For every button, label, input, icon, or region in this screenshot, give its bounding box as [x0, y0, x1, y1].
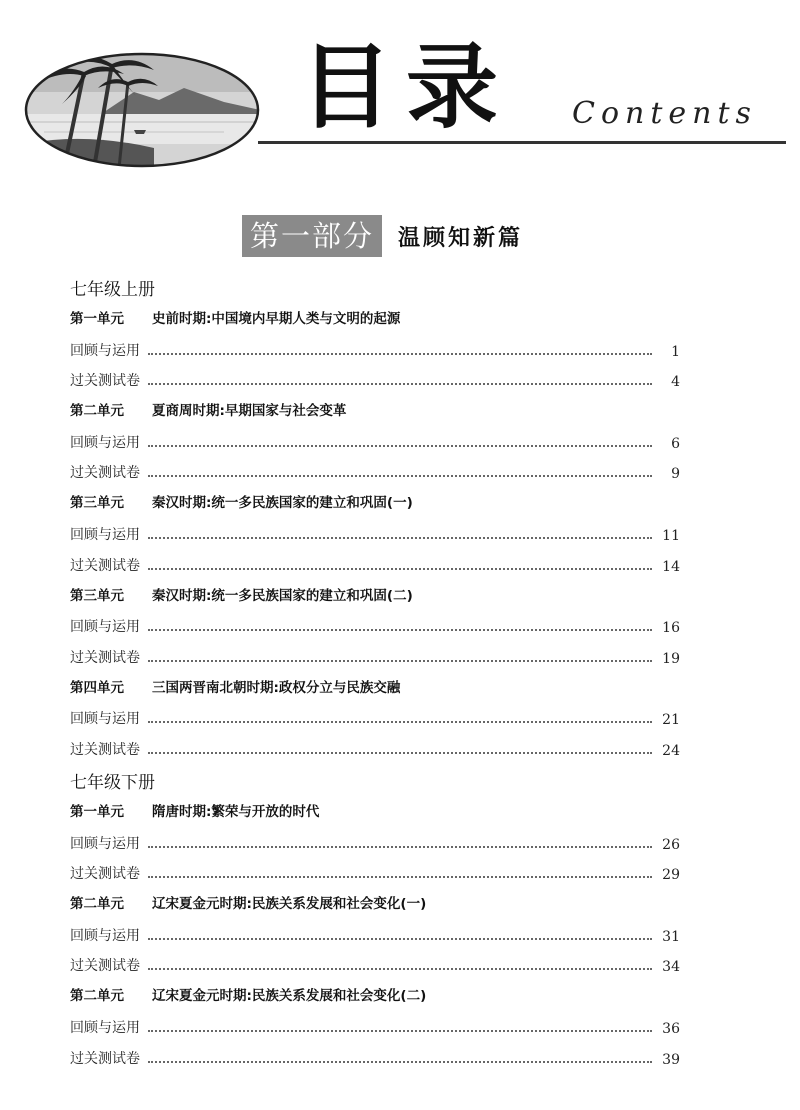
unit-heading	[70, 889, 680, 920]
toc-page-number: 39	[662, 1051, 680, 1068]
unit-heading	[70, 488, 680, 519]
unit-title: 隋唐时期:繁荣与开放的时代	[152, 803, 320, 820]
page-title: 目录	[300, 34, 513, 141]
toc-page-number: 9	[671, 466, 680, 483]
toc-entry[interactable]	[70, 704, 680, 735]
toc-entry[interactable]	[70, 951, 680, 982]
grade-heading: 七年级上册	[70, 280, 155, 300]
unit-heading	[70, 304, 680, 335]
unit-title: 三国两晋南北朝时期:政权分立与民族交融	[152, 679, 401, 696]
dot-leader	[148, 720, 652, 723]
dot-leader	[148, 967, 652, 970]
grade-heading: 七年级下册	[70, 772, 155, 793]
toc-entry-label: 过关测试卷	[70, 741, 140, 758]
section-badge: 第一部分	[242, 215, 382, 257]
toc-entry-label: 过关测试卷	[70, 649, 140, 666]
dot-leader	[148, 751, 652, 754]
toc-page-number: 29	[662, 867, 680, 884]
section-name: 温顾知新篇	[398, 225, 524, 251]
toc-entry-label: 回顾与运用	[70, 342, 140, 359]
unit-number: 第一单元	[70, 311, 124, 327]
toc-entry-label: 过关测试卷	[70, 373, 140, 390]
unit-heading	[70, 396, 680, 427]
unit-number: 第三单元	[70, 495, 124, 512]
tropical-island-illustration	[24, 52, 260, 168]
toc-page-number: 26	[662, 836, 680, 853]
toc-entry[interactable]	[70, 920, 680, 951]
toc-page-number: 36	[662, 1020, 680, 1037]
toc-entry[interactable]	[70, 859, 680, 890]
unit-number: 第四单元	[70, 679, 124, 696]
toc-entry-label: 过关测试卷	[70, 557, 140, 574]
unit-number: 第一单元	[70, 803, 124, 820]
toc-entry-label: 过关测试卷	[70, 1050, 140, 1067]
unit-heading	[70, 797, 680, 828]
dot-leader	[148, 567, 652, 570]
toc-page-number: 21	[662, 712, 680, 729]
unit-title: 辽宋夏金元时期:民族关系发展和社会变化(二)	[152, 988, 427, 1005]
dot-leader	[148, 1060, 652, 1063]
toc-page-number: 24	[662, 742, 680, 759]
toc-page-number: 19	[662, 650, 680, 667]
toc-entry-label: 过关测试卷	[70, 958, 140, 975]
dot-leader	[148, 659, 652, 662]
toc-page-number: 11	[662, 527, 680, 544]
toc-entry[interactable]	[70, 427, 680, 458]
toc-entry-label: 过关测试卷	[70, 866, 140, 883]
dot-leader	[148, 1029, 652, 1032]
dot-leader	[148, 845, 652, 848]
toc-page-number: 16	[662, 620, 680, 637]
toc-page-number: 31	[662, 928, 680, 945]
section-heading	[242, 214, 523, 258]
header-divider	[258, 141, 786, 144]
toc-entry[interactable]	[70, 519, 680, 550]
toc-entry-label: 回顾与运用	[70, 434, 140, 451]
toc-page-number: 4	[671, 374, 680, 391]
toc-entry-label: 回顾与运用	[70, 1019, 140, 1036]
dot-leader	[148, 444, 652, 447]
unit-title: 夏商周时期:早期国家与社会变革	[152, 403, 347, 420]
dot-leader	[148, 875, 652, 878]
toc-entry[interactable]	[70, 1012, 680, 1043]
dot-leader	[148, 628, 652, 631]
unit-heading	[70, 581, 680, 612]
table-of-contents	[70, 272, 680, 1074]
toc-entry[interactable]	[70, 458, 680, 489]
toc-entry[interactable]	[70, 612, 680, 643]
unit-title: 史前时期:中国境内早期人类与文明的起源	[152, 311, 401, 327]
toc-entry-label: 回顾与运用	[70, 835, 140, 852]
toc-page-number: 6	[671, 435, 680, 452]
toc-entry[interactable]	[70, 335, 680, 366]
toc-entry[interactable]	[70, 734, 680, 765]
toc-entry[interactable]	[70, 366, 680, 397]
toc-entry[interactable]	[70, 1043, 680, 1074]
toc-entry-label: 回顾与运用	[70, 526, 140, 543]
page-header	[0, 0, 800, 180]
toc-entry-label: 回顾与运用	[70, 927, 140, 944]
dot-leader	[148, 536, 652, 539]
toc-page-number: 1	[671, 343, 680, 360]
dot-leader	[148, 352, 652, 355]
unit-heading	[70, 673, 680, 704]
unit-number: 第二单元	[70, 988, 124, 1005]
toc-entry[interactable]	[70, 550, 680, 581]
toc-entry-label: 回顾与运用	[70, 619, 140, 636]
toc-page-number: 34	[662, 959, 680, 976]
unit-number: 第二单元	[70, 403, 124, 420]
unit-number: 第三单元	[70, 587, 124, 604]
unit-heading	[70, 981, 680, 1012]
dot-leader	[148, 474, 652, 477]
unit-number: 第二单元	[70, 896, 124, 913]
unit-title: 秦汉时期:统一多民族国家的建立和巩固(一)	[152, 495, 413, 512]
dot-leader	[148, 937, 652, 940]
toc-entry[interactable]	[70, 828, 680, 859]
page-title-english: Contents	[572, 96, 757, 131]
unit-title: 秦汉时期:统一多民族国家的建立和巩固(二)	[152, 587, 413, 604]
toc-page-number: 14	[662, 558, 680, 575]
toc-entry-label: 过关测试卷	[70, 465, 140, 482]
toc-entry[interactable]	[70, 642, 680, 673]
dot-leader	[148, 382, 652, 385]
unit-title: 辽宋夏金元时期:民族关系发展和社会变化(一)	[152, 896, 427, 913]
toc-entry-label: 回顾与运用	[70, 711, 140, 728]
